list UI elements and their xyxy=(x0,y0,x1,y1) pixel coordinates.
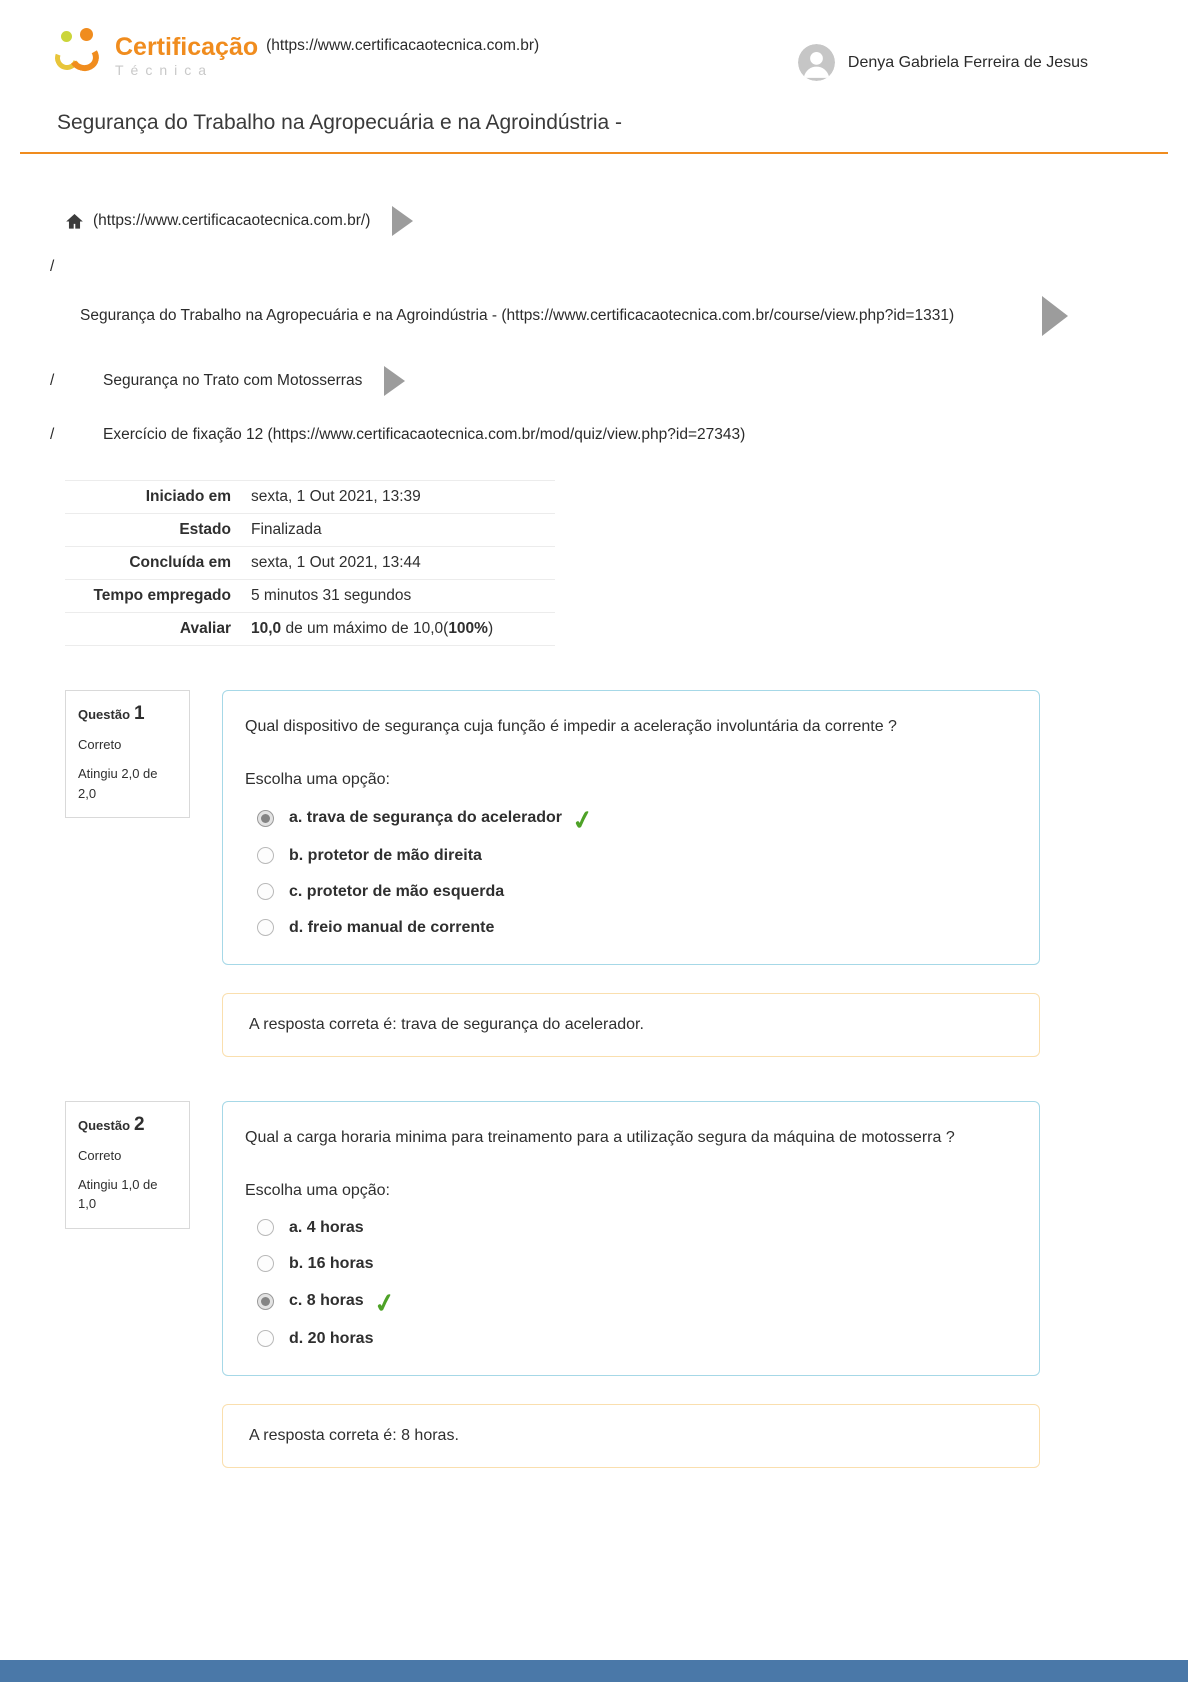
expand-arrow-icon xyxy=(1042,296,1068,336)
option-label: a. trava de segurança do acelerador xyxy=(289,809,563,827)
summary-row-time xyxy=(65,580,555,613)
option-label: d. freio manual de corrente xyxy=(289,918,495,936)
grade-text-end: ) xyxy=(487,620,494,637)
brand-divider xyxy=(20,152,1168,154)
breadcrumb-quiz-row xyxy=(50,426,1138,444)
breadcrumb-section-row xyxy=(50,366,1138,396)
option-label: a. 4 horas xyxy=(289,1218,364,1236)
radio-button[interactable] xyxy=(257,883,274,900)
home-icon[interactable] xyxy=(65,212,84,231)
summary-label: Iniciado em xyxy=(145,488,231,505)
answer-option-c[interactable] xyxy=(245,1282,1011,1321)
radio-button[interactable] xyxy=(257,1293,274,1310)
breadcrumb-quiz-link[interactable]: Exercício de fixação 12 (https://www.certificacaotecnica.com.br/mod/quiz/view.php?id=27343) xyxy=(103,426,746,443)
logo-icon xyxy=(55,28,105,78)
radio-button[interactable] xyxy=(257,1219,274,1236)
summary-value: Finalizada xyxy=(251,521,322,538)
radio-button[interactable] xyxy=(257,810,274,827)
breadcrumb-separator: / xyxy=(50,372,55,389)
summary-row-grade xyxy=(65,613,555,646)
correct-check-icon: ✓ xyxy=(371,1286,398,1320)
logo-dot-orange xyxy=(80,28,93,41)
summary-label: Tempo empregado xyxy=(93,587,231,604)
breadcrumb-course-link[interactable]: Segurança do Trabalho na Agropecuária e na Agroindústria - (https://www.certificacaotecnica.com.br/course/view.php?id=1331) xyxy=(80,306,955,324)
question-content-2 xyxy=(222,1101,1040,1376)
feedback-text: A resposta correta é: trava de segurança do acelerador. xyxy=(249,1015,644,1033)
question-block-1 xyxy=(65,690,1188,965)
question-text: Qual a carga horaria minima para treinamento para a utilização segura da máquina de motosserra ? xyxy=(245,1128,955,1146)
logo-secondary-text: Técnica xyxy=(115,62,214,79)
question-grade: Atingiu 1,0 de 1,0 xyxy=(78,1176,158,1212)
answer-option-b[interactable] xyxy=(245,1246,1011,1282)
logo-dot-green xyxy=(61,31,72,42)
breadcrumb-separator: / xyxy=(50,426,55,443)
question-number: Questão 2 xyxy=(78,1113,145,1135)
answer-option-a[interactable] xyxy=(245,1210,1011,1246)
question-grade: Atingiu 2,0 de 2,0 xyxy=(78,766,158,801)
user-menu[interactable] xyxy=(798,44,1088,81)
question-content-1 xyxy=(222,690,1040,965)
choose-option-prompt: Escolha uma opção: xyxy=(245,1181,390,1199)
radio-button[interactable] xyxy=(257,847,274,864)
expand-arrow-icon xyxy=(392,206,413,236)
breadcrumb-separator: / xyxy=(50,258,55,275)
footer-bar xyxy=(0,1660,1188,1682)
option-label: c. protetor de mão esquerda xyxy=(289,882,505,900)
feedback-text: A resposta correta é: 8 horas. xyxy=(249,1426,459,1444)
site-url-link[interactable]: (https://www.certificacaotecnica.com.br) xyxy=(266,37,540,54)
option-label: d. 20 horas xyxy=(289,1329,374,1347)
breadcrumb-course-row xyxy=(80,296,1138,336)
breadcrumb-home-row xyxy=(65,206,1138,236)
summary-value: sexta, 1 Out 2021, 13:39 xyxy=(251,488,421,505)
expand-arrow-icon xyxy=(384,366,405,396)
question-text: Qual dispositivo de segurança cuja função é impedir a aceleração involuntária da corrente ? xyxy=(245,718,897,735)
summary-row-completed xyxy=(65,547,555,580)
summary-value xyxy=(247,613,555,646)
user-avatar[interactable] xyxy=(798,44,835,81)
feedback-box-2 xyxy=(222,1404,1040,1468)
question-info-2 xyxy=(65,1101,190,1229)
question-info-1 xyxy=(65,690,190,818)
attempt-summary-table xyxy=(65,480,555,646)
grade-text: de um máximo de 10,0( xyxy=(281,620,449,637)
radio-button[interactable] xyxy=(257,919,274,936)
summary-label: Estado xyxy=(179,521,231,538)
grade-percent: 100% xyxy=(448,620,488,637)
summary-value: 5 minutos 31 segundos xyxy=(251,587,412,604)
summary-label: Avaliar xyxy=(179,620,231,637)
grade-score: 10,0 xyxy=(251,620,282,637)
logo-primary-text: Certificação xyxy=(115,33,259,61)
answer-option-c[interactable] xyxy=(245,874,1011,910)
option-label: b. protetor de mão direita xyxy=(289,846,482,864)
option-label: b. 16 horas xyxy=(289,1254,374,1272)
question-number: Questão 1 xyxy=(78,703,145,724)
answer-option-d[interactable] xyxy=(245,1321,1011,1357)
question-status: Correto xyxy=(78,737,122,752)
answer-option-a[interactable] xyxy=(245,799,1011,838)
site-logo[interactable] xyxy=(55,28,258,78)
user-name: Denya Gabriela Ferreira de Jesus xyxy=(847,53,1088,71)
feedback-box-1 xyxy=(222,993,1040,1057)
summary-row-started xyxy=(65,481,555,514)
question-block-2 xyxy=(65,1101,1188,1376)
logo-text xyxy=(115,28,258,78)
site-header xyxy=(0,0,1188,81)
breadcrumb xyxy=(50,206,1138,444)
radio-button[interactable] xyxy=(257,1255,274,1272)
avatar-person-icon xyxy=(798,44,835,81)
answer-option-d[interactable] xyxy=(245,910,1011,946)
answer-option-b[interactable] xyxy=(245,838,1011,874)
summary-label: Concluída em xyxy=(129,554,231,571)
option-label: c. 8 horas xyxy=(289,1292,364,1310)
choose-option-prompt: Escolha uma opção: xyxy=(245,771,390,788)
breadcrumb-home-link[interactable]: (https://www.certificacaotecnica.com.br/) xyxy=(93,212,371,229)
correct-check-icon: ✓ xyxy=(569,803,597,837)
radio-button[interactable] xyxy=(257,1330,274,1347)
summary-row-state xyxy=(65,514,555,547)
summary-value: sexta, 1 Out 2021, 13:44 xyxy=(251,554,421,571)
page-title: Segurança do Trabalho na Agropecuária e na Agroindústria - xyxy=(57,111,623,134)
question-status: Correto xyxy=(78,1147,122,1163)
breadcrumb-section-link[interactable]: Segurança no Trato com Motosserras xyxy=(103,372,363,389)
